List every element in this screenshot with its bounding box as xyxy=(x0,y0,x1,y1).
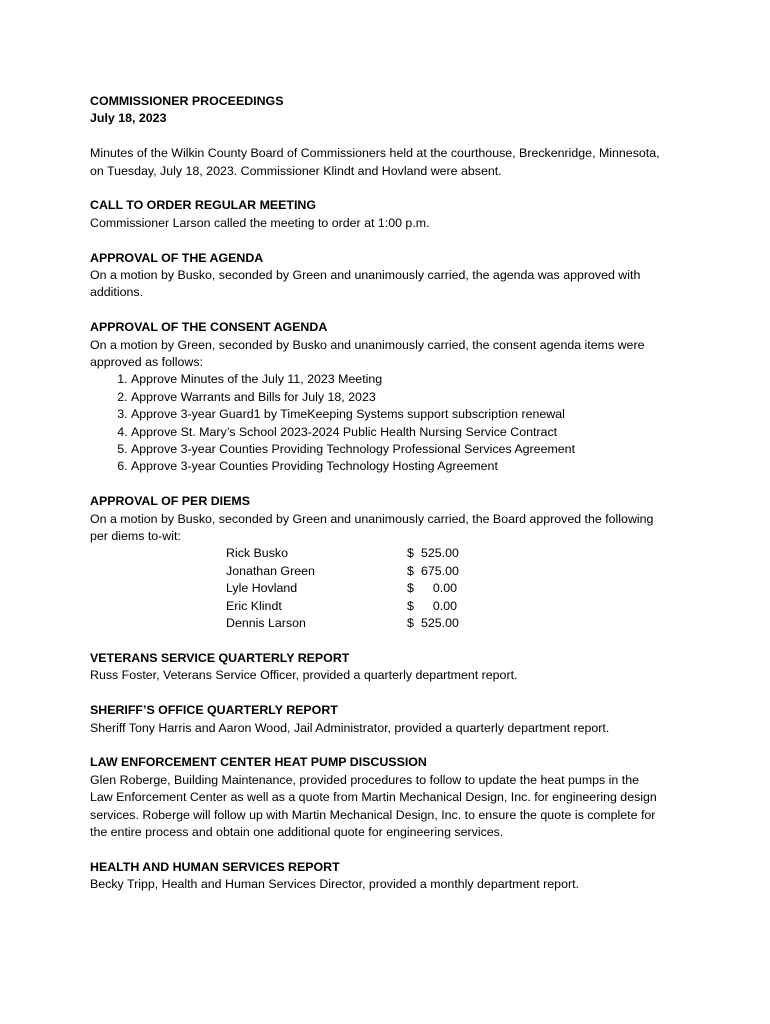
section-sheriff xyxy=(90,702,690,737)
per-diem-amount: 0.00 xyxy=(432,581,457,596)
consent-item: 3. Approve 3-year Guard1 by TimeKeeping Systems support subscription renewal xyxy=(131,406,690,423)
section-text: On a motion by Busko, seconded by Green and unanimously carried, the agenda was approved with xyxy=(90,268,641,283)
consent-item: 2. Approve Warrants and Bills for July 18, 2023 xyxy=(131,389,690,406)
per-diem-name: Rick Busko xyxy=(226,546,288,561)
currency-symbol: $ xyxy=(407,581,414,596)
table-row xyxy=(226,563,457,580)
section-text: Becky Tripp, Health and Human Services Director, provided a monthly department report. xyxy=(90,877,579,892)
section-heading: HEALTH AND HUMAN SERVICES REPORT xyxy=(90,859,340,874)
section-text: additions. xyxy=(90,285,144,300)
section-text: Commissioner Larson called the meeting to order at 1:00 p.m. xyxy=(90,215,430,230)
consent-item: 5. Approve 3-year Counties Providing Technology Professional Services Agreement xyxy=(131,441,690,458)
intro-line: on Tuesday, July 18, 2023. Commissioner Klindt and Hovland were absent. xyxy=(90,163,502,178)
intro-line: Minutes of the Wilkin County Board of Commissioners held at the courthouse, Breckenridge, Minnesota, xyxy=(90,146,660,161)
section-heading: VETERANS SERVICE QUARTERLY REPORT xyxy=(90,650,350,665)
section-text: On a motion by Green, seconded by Busko and unanimously carried, the consent agenda items were xyxy=(90,337,645,352)
section-text: the entire process and obtain one additional quote for engineering services. xyxy=(90,824,504,839)
consent-items-list xyxy=(90,371,690,475)
consent-item: 4. Approve St. Mary’s School 2023-2024 Public Health Nursing Service Contract xyxy=(131,424,690,441)
section-call-to-order xyxy=(90,197,690,232)
section-text: Glen Roberge, Building Maintenance, provided procedures to follow to update the heat pumps in the xyxy=(90,772,639,787)
section-text: per diems to-wit: xyxy=(90,529,181,544)
currency-symbol: $ xyxy=(407,616,414,631)
section-heading: APPROVAL OF THE AGENDA xyxy=(90,250,264,265)
section-veterans xyxy=(90,650,690,685)
per-diem-name: Dennis Larson xyxy=(226,616,306,631)
section-text: Sheriff Tony Harris and Aaron Wood, Jail Administrator, provided a quarterly department report. xyxy=(90,720,610,735)
per-diem-amount: 0.00 xyxy=(432,598,457,613)
consent-item: 1. Approve Minutes of the July 11, 2023 Meeting xyxy=(131,371,690,388)
section-agenda xyxy=(90,250,690,302)
section-text: Law Enforcement Center as well as a quote from Martin Mechanical Design, Inc. for engineering design xyxy=(90,790,657,805)
intro-paragraph xyxy=(90,145,690,180)
section-heading: APPROVAL OF PER DIEMS xyxy=(90,494,250,509)
section-heading: CALL TO ORDER REGULAR MEETING xyxy=(90,198,317,213)
per-diem-name: Lyle Hovland xyxy=(226,581,298,596)
section-per-diems xyxy=(90,493,690,632)
per-diem-amount: 525.00 xyxy=(421,546,459,561)
section-heading: SHERIFF’S OFFICE QUARTERLY REPORT xyxy=(90,703,338,718)
table-row xyxy=(226,580,457,597)
currency-symbol: $ xyxy=(407,546,414,561)
document-header xyxy=(90,93,690,128)
per-diem-name: Jonathan Green xyxy=(226,563,315,578)
document-page xyxy=(90,93,690,911)
per-diem-amount: 525.00 xyxy=(421,616,459,631)
section-text: Russ Foster, Veterans Service Officer, provided a quarterly department report. xyxy=(90,668,518,683)
consent-item: 6. Approve 3-year Counties Providing Technology Hosting Agreement xyxy=(131,458,690,475)
per-diems-table xyxy=(226,545,457,632)
document-date: July 18, 2023 xyxy=(90,111,167,126)
section-text: services. Roberge will follow up with Martin Mechanical Design, Inc. to ensure the quote is complete for xyxy=(90,807,656,822)
currency-symbol: $ xyxy=(407,563,414,578)
table-row xyxy=(226,598,457,615)
currency-symbol: $ xyxy=(407,598,414,613)
section-consent-agenda xyxy=(90,319,690,476)
table-row xyxy=(226,615,457,632)
document-title: COMMISSIONER PROCEEDINGS xyxy=(90,94,284,108)
section-heading: APPROVAL OF THE CONSENT AGENDA xyxy=(90,320,328,335)
per-diem-name: Eric Klindt xyxy=(226,598,282,613)
section-text: On a motion by Busko, seconded by Green and unanimously carried, the Board approved the following xyxy=(90,511,654,526)
section-heading: LAW ENFORCEMENT CENTER HEAT PUMP DISCUSSION xyxy=(90,755,427,770)
section-hhs xyxy=(90,859,690,894)
section-text: approved as follows: xyxy=(90,355,203,370)
section-heat-pump xyxy=(90,754,690,841)
per-diem-amount: 675.00 xyxy=(421,563,459,578)
table-row xyxy=(226,545,457,562)
